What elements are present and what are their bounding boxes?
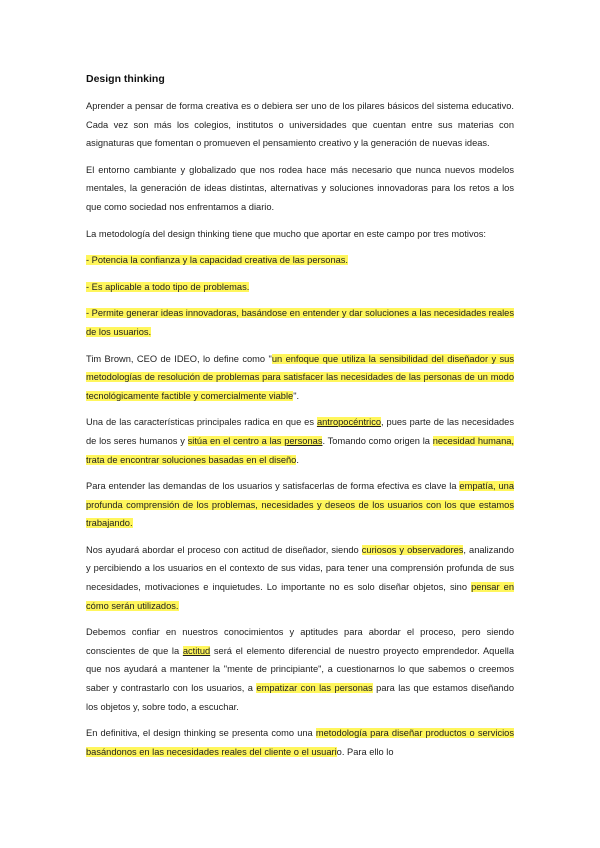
highlight-text: pensar en cómo serán utilizados. — [86, 582, 514, 611]
text-run: . Para ello lo — [341, 746, 394, 757]
highlight-text: empatía, una profunda comprensión de los problemas, necesidades y deseos de los usuarios con los que estamos trabajando. — [86, 481, 514, 529]
highlight-text: - Es aplicable a todo tipo de problemas. — [86, 281, 250, 292]
highlight-text: sitúa en el centro a las — [187, 435, 285, 446]
text-run: Debemos confiar en nuestros conocimientos y aptitudes para abordar el proceso, pero siendo conscientes de que la — [86, 627, 514, 656]
highlight-text: antropocéntrico — [316, 417, 382, 428]
text-run: . Tomando como origen la — [322, 435, 433, 446]
highlight-text: - Potencia la confianza y la capacidad creativa de las personas. — [86, 255, 349, 266]
highlight-text: actitud — [182, 645, 211, 656]
paragraph-tim-brown — [86, 350, 514, 406]
highlight-text: curiosos y observadores — [361, 544, 464, 555]
text-run: ". — [293, 390, 300, 401]
paragraph-attitude — [86, 623, 514, 716]
highlight-text: necesidad humana, trata de encontrar soluciones basadas en el diseño — [86, 435, 515, 465]
document-body — [86, 70, 514, 769]
highlight-text: - Permite generar ideas innovadoras, basándose en entender y dar soluciones a las necesidades reales de los usuarios. — [86, 308, 514, 337]
text-run: Tim Brown, CEO de IDEO, lo define como " — [86, 353, 272, 364]
paragraph-methodology: La metodología del design thinking tiene que mucho que aportar en este campo por tres motivos: — [86, 228, 487, 239]
text-run: , pues parte de las necesidades de los seres humanos y — [86, 417, 514, 446]
text-run: será el elemento diferencial de nuestro proyecto emprendedor. Aquella que nos ayudará a mantener la "mente de principiante", a cuestionarnos lo que sabemos o creemos saber y contrastarlo con los usuarios, a — [86, 645, 514, 694]
text-run: Una de las características principales radica en que es — [86, 417, 317, 428]
text-run: , analizando y percibiendo a los usuarios en el contexto de sus vidas, para tener una comprensión profunda de sus necesidades, motivaciones e inquietudes. Lo importante no es solo diseñar objetos, sino — [86, 544, 515, 593]
bullet-item-confidence — [86, 251, 514, 270]
document-title: Design thinking — [86, 73, 165, 85]
highlight-text: personas — [284, 435, 323, 446]
paragraph-context: El entorno cambiante y globalizado que nos rodea hace más necesario que nunca nuevos modelos mentales, la generación de ideas distintas, alternativas y soluciones innovadoras para los retos a los que como sociedad nos enfrentamos a diario. — [86, 164, 514, 212]
bullet-item-applicable — [86, 278, 514, 297]
paragraph-conclusion — [86, 724, 514, 761]
highlight-text: empatizar con las personas — [256, 683, 373, 694]
text-run: Nos ayudará abordar el proceso con actitud de diseñador, siendo — [86, 544, 362, 555]
text-run: o — [336, 746, 342, 757]
text-run: Para entender las demandas de los usuarios y satisfacerlas de forma efectiva es clave la — [86, 481, 460, 492]
highlight-text: metodología para diseñar productos o servicios basándonos en las necesidades reales del cliente o el usuari — [86, 728, 514, 757]
paragraph-intro: Aprender a pensar de forma creativa es o debiera ser uno de los pilares básicos del sistema educativo. Cada vez son más los colegios, institutos o universidades que cuentan entre sus materias con asignaturas que fomentan o promueven el pensamiento creativo y la generación de nuevas ideas. — [86, 101, 514, 149]
paragraph-empathy — [86, 477, 514, 533]
paragraph-anthropocentric — [86, 413, 514, 469]
text-run: para las que estamos diseñando los objetos y, sobre todo, a escuchar. — [86, 683, 515, 712]
text-run: En definitiva, el design thinking se presenta como una — [86, 728, 316, 739]
text-run: . — [296, 454, 299, 465]
paragraph-designer-attitude — [86, 541, 514, 615]
highlight-text: un enfoque que utiliza la sensibilidad del diseñador y sus metodologías de resolución de problemas para satisfacer las necesidades de las personas de un modo tecnológicamente factible y comercialmente viable — [86, 353, 514, 401]
bullet-item-innovative — [86, 304, 514, 341]
